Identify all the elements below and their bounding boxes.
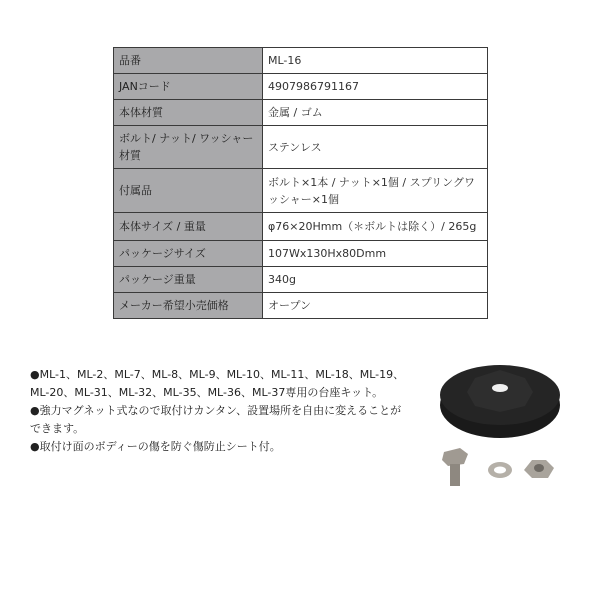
table-row: [114, 74, 488, 100]
washer-icon: [488, 462, 512, 478]
table-row: [114, 241, 488, 267]
spec-value: ML-16: [263, 48, 488, 74]
spec-value: 340g: [263, 267, 488, 293]
table-row: [114, 100, 488, 126]
spec-value: 4907986791167: [263, 74, 488, 100]
table-row: [114, 293, 488, 319]
spec-value: φ76×20Hmm（＊ボルトは除く）/ 265g: [263, 213, 488, 241]
spec-value: 金属 / ゴム: [263, 100, 488, 126]
table-row: [114, 169, 488, 213]
description-bullet: ●強力マグネット式なので取付けカンタン、設置場所を自由に変えることができます。: [30, 404, 402, 435]
spec-label: メーカー希望小売価格: [114, 293, 263, 319]
spec-label: JANコード: [114, 74, 263, 100]
spec-table: [113, 47, 488, 319]
spec-label: 品番: [114, 48, 263, 74]
table-row: [114, 213, 488, 241]
product-description: [30, 366, 410, 456]
spec-label: パッケージサイズ: [114, 241, 263, 267]
spec-label: パッケージ重量: [114, 267, 263, 293]
spec-value: ステンレス: [263, 126, 488, 169]
description-bullet: ●ML-1、ML-2、ML-7、ML-8、ML-9、ML-10、ML-11、ML-18、ML-19、ML-20、ML-31、ML-32、ML-35、ML-36、ML-37専用の台座キット。: [30, 368, 405, 399]
spec-label: ボルト/ ナット/ ワッシャー材質: [114, 126, 263, 169]
bolt-icon: [442, 448, 468, 486]
table-row: [114, 126, 488, 169]
spec-value: オープン: [263, 293, 488, 319]
nut-icon: [524, 460, 554, 478]
product-image: [420, 340, 580, 500]
spec-label: 本体サイズ / 重量: [114, 213, 263, 241]
table-row: [114, 48, 488, 74]
spec-value: ボルト×1本 / ナット×1個 / スプリングワッシャー×1個: [263, 169, 488, 213]
description-bullet: ●取付け面のボディーの傷を防ぐ傷防止シート付。: [30, 440, 281, 453]
spec-label: 本体材質: [114, 100, 263, 126]
spec-value: 107Wx130Hx80Dmm: [263, 241, 488, 267]
magnet-base-image: [420, 340, 580, 500]
spec-label: 付属品: [114, 169, 263, 213]
table-row: [114, 267, 488, 293]
